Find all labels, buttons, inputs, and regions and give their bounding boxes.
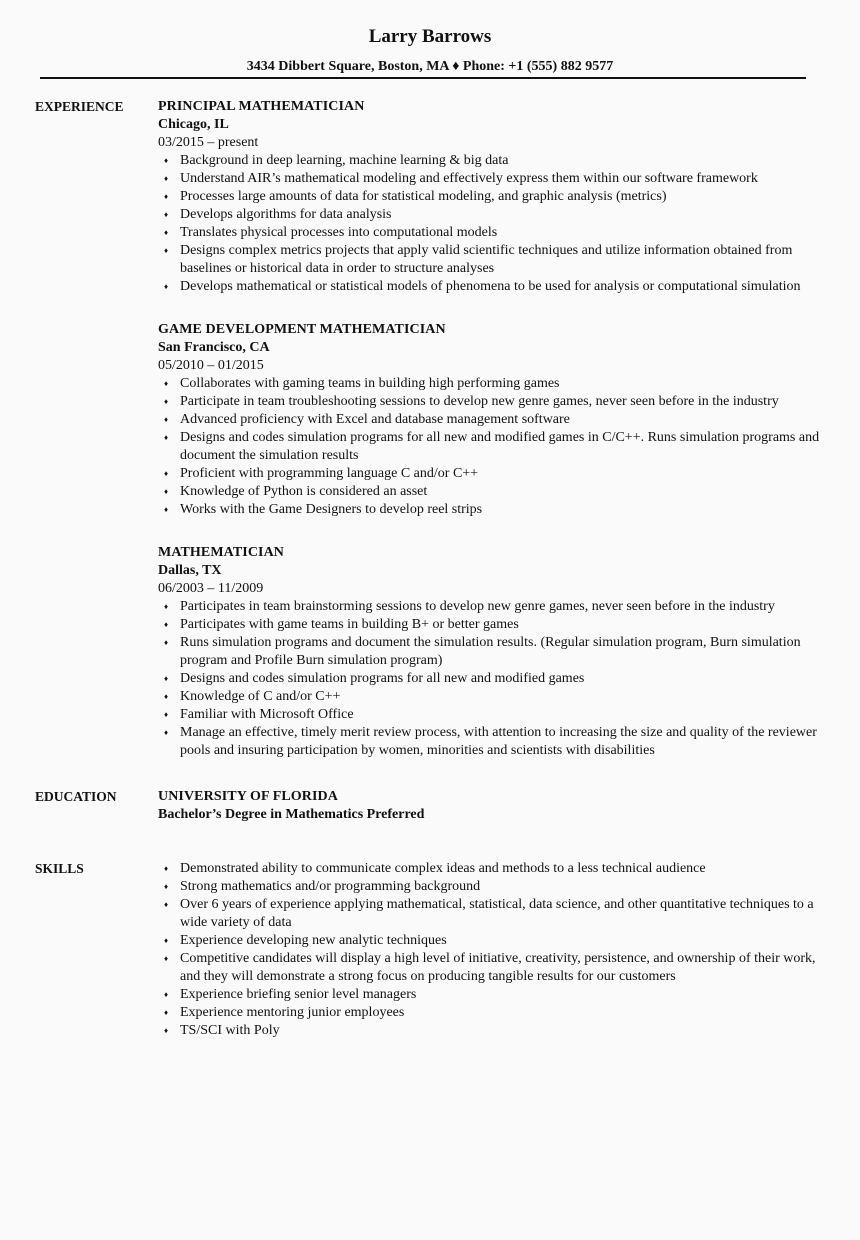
job-bullets xyxy=(158,598,825,760)
skill-item: ♦ Experience briefing senior level managers xyxy=(158,986,825,1004)
job-bullets xyxy=(158,152,825,296)
bullet-item: ♦ Develops mathematical or statistical models of phenomena to be used for analysis or computational simulation xyxy=(158,278,825,296)
degree: Bachelor’s Degree in Mathematics Preferred xyxy=(158,807,425,822)
job-title: MATHEMATICIAN xyxy=(158,545,285,560)
bullet-item: ♦ Translates physical processes into computational models xyxy=(158,224,825,242)
bullet-item: ♦ Background in deep learning, machine learning & big data xyxy=(158,152,825,170)
job-title: PRINCIPAL MATHEMATICIAN xyxy=(158,99,365,114)
job-entry xyxy=(158,321,825,519)
bullet-item: ♦ Participates in team brainstorming sessions to develop new genre games, never seen before in the industry xyxy=(158,598,825,616)
skills-section xyxy=(35,860,825,1040)
section-label: SKILLS xyxy=(35,861,84,876)
bullet-item: ♦ Participates with game teams in building B+ or better games xyxy=(158,616,825,634)
job-location: Dallas, TX xyxy=(158,563,222,578)
job-bullets xyxy=(158,375,825,519)
school-name: UNIVERSITY OF FLORIDA xyxy=(158,789,338,804)
bullet-item: ♦ Collaborates with gaming teams in building high performing games xyxy=(158,375,825,393)
bullet-item: ♦ Familiar with Microsoft Office xyxy=(158,706,825,724)
skill-item: ♦ Experience mentoring junior employees xyxy=(158,1004,825,1022)
bullet-item: ♦ Works with the Game Designers to develop reel strips xyxy=(158,501,825,519)
skill-item: ♦ Strong mathematics and/or programming background xyxy=(158,878,825,896)
job-dates: 05/2010 – 01/2015 xyxy=(158,358,264,373)
skill-item: ♦ Experience developing new analytic techniques xyxy=(158,932,825,950)
job-location: San Francisco, CA xyxy=(158,340,270,355)
skill-item: ♦ Competitive candidates will display a high level of initiative, creativity, persistence, and ownership of their work, and they will demonstrate a strong focus on producing tangible results for our customers xyxy=(158,950,825,986)
skills-list xyxy=(158,860,825,1040)
bullet-item: ♦ Designs complex metrics projects that apply valid scientific techniques and utilize information obtained from baselines or historical data in order to structure analyses xyxy=(158,242,825,278)
resume-body xyxy=(35,98,825,1040)
job-title: GAME DEVELOPMENT MATHEMATICIAN xyxy=(158,322,446,337)
bullet-item: ♦ Develops algorithms for data analysis xyxy=(158,206,825,224)
skill-item: ♦ Demonstrated ability to communicate complex ideas and methods to a less technical audience xyxy=(158,860,825,878)
bullet-item: ♦ Knowledge of C and/or C++ xyxy=(158,688,825,706)
section-label: EXPERIENCE xyxy=(35,99,124,114)
bullet-item: ♦ Runs simulation programs and document the simulation results. (Regular simulation program, Burn simulation program and Profile Burn simulation program) xyxy=(158,634,825,670)
bullet-item: ♦ Advanced proficiency with Excel and database management software xyxy=(158,411,825,429)
contact-line: 3434 Dibbert Square, Boston, MA ♦ Phone: +1 (555) 882 9577 xyxy=(246,59,614,74)
job-entry xyxy=(158,544,825,760)
candidate-name: Larry Barrows xyxy=(368,26,492,47)
bullet-item: ♦ Designs and codes simulation programs for all new and modified games in C/C++. Runs simulation programs and document the simulation results xyxy=(158,429,825,465)
bullet-item: ♦ Participate in team troubleshooting sessions to develop new genre games, never seen before in the industry xyxy=(158,393,825,411)
bullet-item: ♦ Manage an effective, timely merit review process, with attention to increasing the size and quality of the reviewer pools and insuring participation by women, minorities and scientists with disabilities xyxy=(158,724,825,760)
jobs-list xyxy=(158,98,825,785)
education-section xyxy=(35,788,825,824)
bullet-item: ♦ Designs and codes simulation programs for all new and modified games xyxy=(158,670,825,688)
skill-item: ♦ TS/SCI with Poly xyxy=(158,1022,825,1040)
skill-item: ♦ Over 6 years of experience applying mathematical, statistical, data science, and other quantitative techniques to a wide variety of data xyxy=(158,896,825,932)
header-divider xyxy=(40,77,806,79)
experience-section xyxy=(35,98,825,785)
job-dates: 03/2015 – present xyxy=(158,135,259,150)
job-location: Chicago, IL xyxy=(158,117,229,132)
job-entry xyxy=(158,98,825,296)
bullet-item: ♦ Understand AIR’s mathematical modeling and effectively express them within our software framework xyxy=(158,170,825,188)
bullet-item: ♦ Processes large amounts of data for statistical modeling, and graphic analysis (metrics) xyxy=(158,188,825,206)
bullet-item: ♦ Proficient with programming language C and/or C++ xyxy=(158,465,825,483)
job-dates: 06/2003 – 11/2009 xyxy=(158,581,264,596)
section-label: EDUCATION xyxy=(35,789,117,804)
bullet-item: ♦ Knowledge of Python is considered an asset xyxy=(158,483,825,501)
